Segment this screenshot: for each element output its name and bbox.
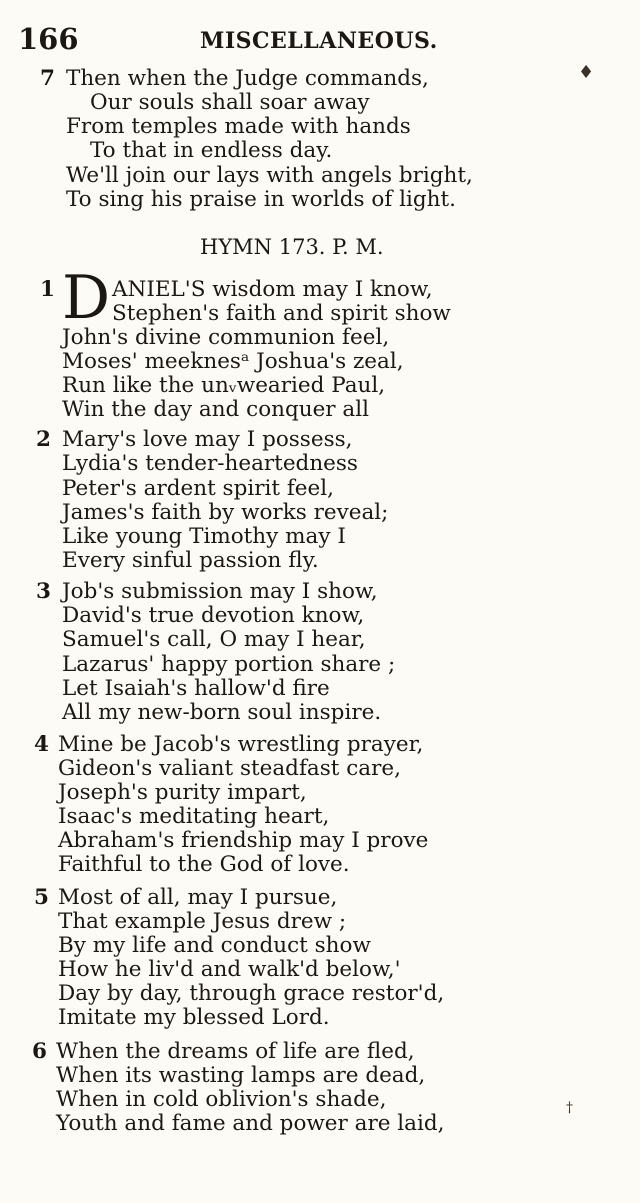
verse-line: All my new-born soul inspire. <box>62 700 382 725</box>
verse-line: Samuel's call, O may I hear, <box>62 627 366 652</box>
running-header <box>18 22 438 56</box>
verse-line: To sing his praise in worlds of light. <box>66 187 456 212</box>
verse-line: Mine be Jacob's wrestling prayer, <box>58 732 424 757</box>
verse-line: Let Isaiah's hallow'd fire <box>62 676 330 701</box>
verse-line: Gideon's valiant steadfast care, <box>58 756 401 781</box>
verse-line: Peter's ardent spirit feel, <box>62 476 334 501</box>
verse-line: When in cold oblivion's shade, <box>56 1087 387 1112</box>
verse-line: From temples made with hands <box>66 114 411 139</box>
verse-line: When its wasting lamps are dead, <box>56 1063 426 1088</box>
verse-number: 2 <box>36 427 51 452</box>
verse-line: John's divine communion feel, <box>62 325 390 350</box>
section-title: MISCELLANEOUS. <box>200 28 438 54</box>
verse-line: Stephen's faith and spirit show <box>112 301 451 326</box>
verse-number: 1 <box>40 277 55 302</box>
verse-line: Every sinful passion fly. <box>62 548 319 573</box>
hymn-title: HYMN 173. P. M. <box>200 235 384 259</box>
verse-line: Day by day, through grace restor'd, <box>58 981 445 1006</box>
verse-number: 7 <box>40 66 55 91</box>
verse-line: We'll join our lays with angels bright, <box>66 163 473 188</box>
verse-line: How he liv'd and walk'd below,' <box>58 957 401 982</box>
verse-line: Youth and fame and power are laid, <box>56 1111 445 1136</box>
verse-line: David's true devotion know, <box>62 603 365 628</box>
verse-line: When the dreams of life are fled, <box>56 1039 415 1064</box>
verse-line: Lazarus' happy portion share ; <box>62 652 396 677</box>
verse-number: 3 <box>36 579 51 604</box>
verse-line: By my life and conduct show <box>58 933 371 958</box>
verse-line: Imitate my blessed Lord. <box>58 1005 330 1030</box>
verse-line: Lydia's tender-heartedness <box>62 451 358 476</box>
page-number: 166 <box>18 22 79 56</box>
verse-line: Our souls shall soar away <box>90 90 370 115</box>
ink-speck: ♦ <box>578 62 595 83</box>
verse-line: Joseph's purity impart, <box>58 780 307 805</box>
verse-line: Abraham's friendship may I prove <box>58 828 429 853</box>
verse-line: Most of all, may I pursue, <box>58 885 338 910</box>
verse-number: 5 <box>34 885 49 910</box>
drop-cap: D <box>62 263 111 333</box>
verse-line: Then when the Judge commands, <box>66 66 429 91</box>
verse-line: Job's submission may I show, <box>62 579 378 604</box>
verse-line: To that in endless day. <box>90 138 333 163</box>
verse-line: ANIEL'S wisdom may I know, <box>112 277 433 302</box>
verse-line: Run like the unᵥwearied Paul, <box>62 373 386 398</box>
verse-line: Mary's love may I possess, <box>62 427 353 452</box>
verse-line: That example Jesus drew ; <box>58 909 347 934</box>
verse-number: 6 <box>32 1039 47 1064</box>
verse-line: Like young Timothy may I <box>62 524 346 549</box>
verse-line: James's faith by works reveal; <box>62 500 389 525</box>
verse-line: Isaac's meditating heart, <box>58 804 330 829</box>
verse-line: Win the day and conquer all <box>62 397 369 422</box>
ink-speck: † <box>566 1100 573 1116</box>
verse-number: 4 <box>34 732 49 757</box>
verse-line: Moses' meeknesᵃ Joshua's zeal, <box>62 349 404 374</box>
verse-line: Faithful to the God of love. <box>58 852 350 877</box>
